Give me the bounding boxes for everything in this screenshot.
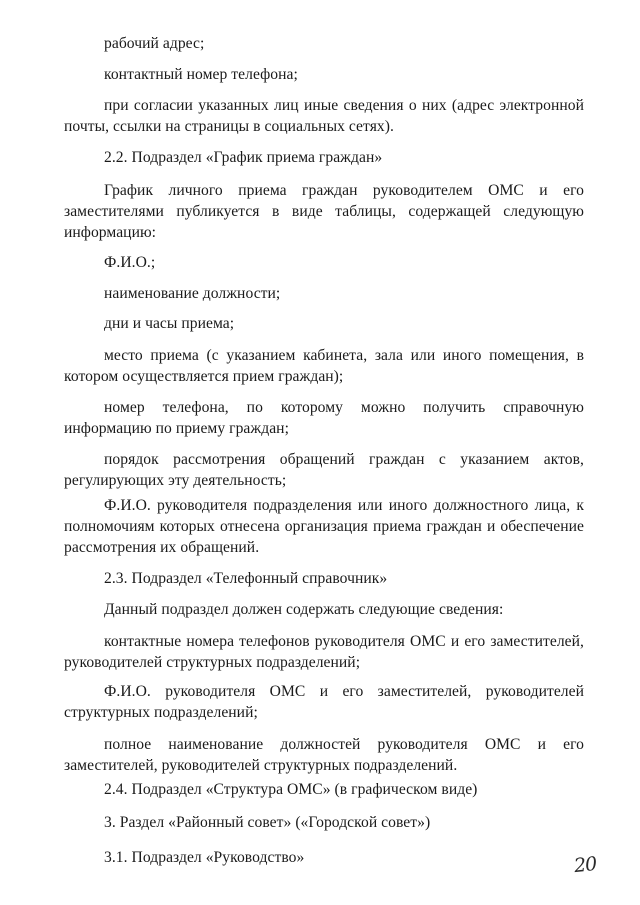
paragraph-other-info: при согласии указанных лиц иные сведения о них (адрес электронной почты, ссылки на страницы в социальных сетях).: [64, 97, 584, 135]
page-number: 20: [572, 852, 598, 878]
list-item-responsible-person: Ф.И.О. руководителя подразделения или иного должностного лица, к полномочиям которых отнесена организация приема граждан и обеспечение рассмотрения их обращений.: [64, 497, 584, 556]
list-item-position: наименование должности;: [104, 285, 281, 302]
subsection-heading-3-1: 3.1. Подраздел «Руководство»: [104, 849, 305, 866]
paragraph-contact-phone: контактный номер телефона;: [104, 66, 298, 83]
list-item-reception-place: место приема (с указанием кабинета, зала или иного помещения, в котором осуществляется прием граждан);: [64, 347, 584, 385]
subsection-heading-2-2: 2.2. Подраздел «График приема граждан»: [104, 149, 383, 166]
list-item-phone: номер телефона, по которому можно получить справочную информацию по приему граждан;: [64, 399, 584, 437]
subsection-heading-2-3: 2.3. Подраздел «Телефонный справочник»: [104, 570, 388, 587]
paragraph-schedule-intro: График личного приема граждан руководителем ОМС и его заместителями публикуется в виде таблицы, содержащей следующую информацию:: [64, 182, 584, 241]
list-item-heads-names: Ф.И.О. руководителя ОМС и его заместителей, руководителей структурных подразделений;: [64, 683, 584, 721]
section-heading-3: 3. Раздел «Районный совет» («Городской совет»): [104, 814, 431, 831]
subsection-heading-2-4: 2.4. Подраздел «Структура ОМС» (в графическом виде): [104, 781, 478, 798]
list-item-reception-hours: дни и часы приема;: [104, 315, 235, 332]
list-item-position-titles: полное наименование должностей руководителя ОМС и его заместителей, руководителей структурных подразделений.: [64, 736, 584, 774]
paragraph-work-address: рабочий адрес;: [104, 35, 205, 52]
paragraph-directory-intro: Данный подраздел должен содержать следующие сведения:: [104, 601, 504, 618]
list-item-full-name: Ф.И.О.;: [104, 254, 156, 271]
list-item-contact-numbers: контактные номера телефонов руководителя ОМС и его заместителей, руководителей структурных подразделений;: [64, 633, 584, 671]
list-item-procedure: порядок рассмотрения обращений граждан с указанием актов, регулирующих эту деятельность;: [64, 451, 584, 489]
